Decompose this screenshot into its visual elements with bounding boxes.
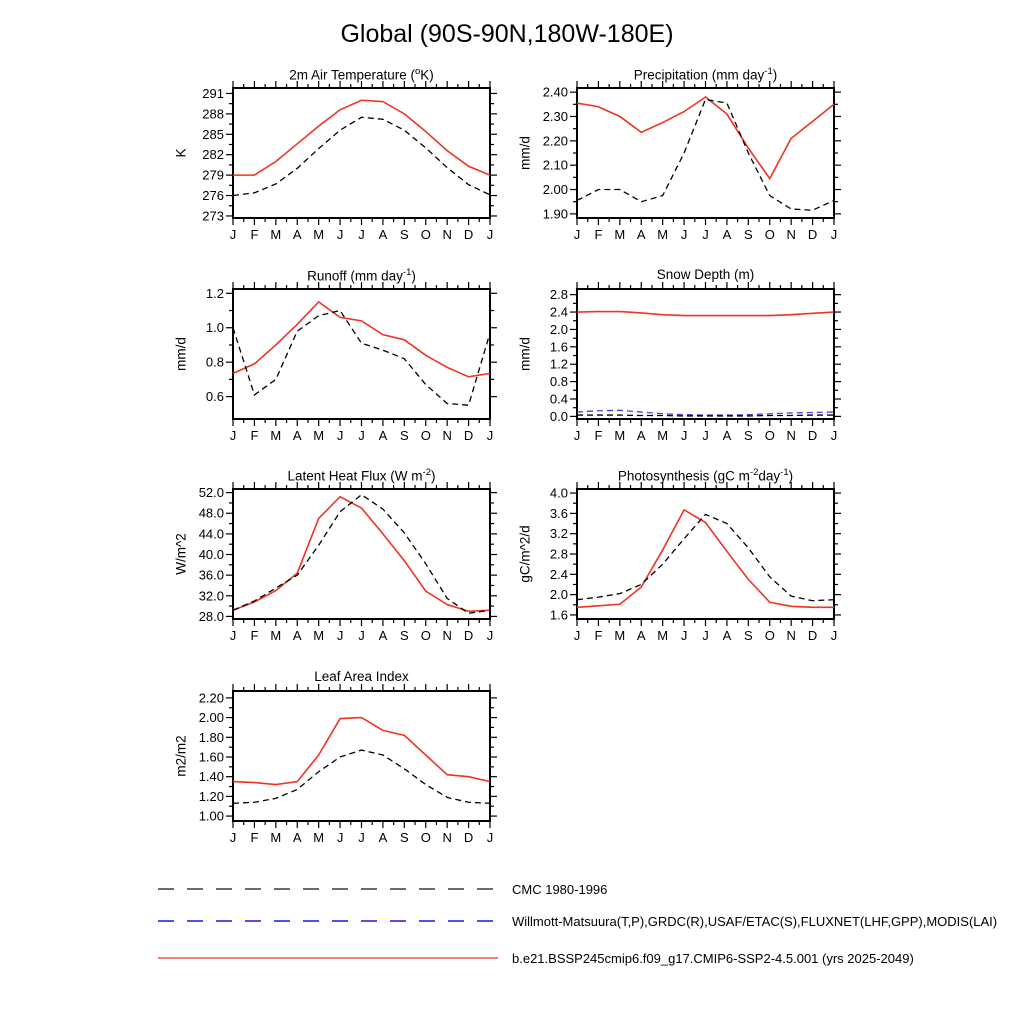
x-tick-label: O — [764, 428, 775, 443]
x-tick-label: M — [657, 227, 669, 242]
y-tick-label: 276 — [202, 188, 224, 204]
y-tick-label: 288 — [202, 106, 224, 122]
x-tick-label: A — [378, 227, 388, 242]
y-axis-label: m2/m2 — [173, 735, 189, 777]
x-tick-label: D — [463, 830, 474, 845]
x-tick-label: J — [229, 227, 237, 242]
y-tick-label: 282 — [202, 147, 224, 163]
y-tick-label: 4.0 — [549, 485, 568, 501]
y-tick-label: 0.0 — [549, 408, 568, 424]
panel-title-segment: K) — [420, 67, 434, 83]
x-tick-label: A — [292, 227, 302, 242]
panel-title-segment: ) — [788, 468, 794, 484]
x-tick-label: J — [680, 628, 688, 643]
series-obs-black — [233, 750, 490, 803]
x-tick-label: J — [680, 227, 688, 242]
series-model — [577, 97, 834, 179]
y-tick-label: 1.20 — [198, 788, 224, 804]
series-obs-black — [233, 311, 490, 406]
y-tick-label: 2.10 — [542, 157, 568, 173]
y-tick-label: 279 — [202, 167, 224, 183]
x-tick-label: F — [594, 428, 603, 443]
x-tick-label: J — [229, 830, 237, 845]
x-tick-label: F — [250, 227, 259, 242]
x-tick-label: A — [378, 830, 388, 845]
panel-snow-depth — [482, 264, 862, 459]
legend-line-swatch — [158, 884, 498, 894]
x-tick-label: M — [270, 628, 282, 643]
y-tick-label: 2.8 — [549, 287, 568, 303]
x-tick-label: J — [830, 227, 838, 242]
x-tick-label: M — [614, 628, 626, 643]
y-tick-label: 2.4 — [549, 566, 568, 582]
x-tick-label: D — [807, 628, 818, 643]
x-tick-label: A — [722, 227, 732, 242]
x-tick-label: O — [764, 227, 775, 242]
chart-canvas — [482, 264, 862, 459]
panel-title-segment: ) — [431, 468, 436, 484]
y-axis-label: mm/d — [517, 337, 533, 371]
x-tick-label: J — [358, 428, 365, 443]
series-model — [233, 718, 490, 785]
x-tick-label: J — [573, 227, 581, 242]
x-tick-label: J — [336, 628, 344, 643]
series-model — [577, 510, 834, 608]
x-tick-label: J — [702, 428, 709, 443]
y-tick-label: 0.6 — [205, 389, 224, 405]
legend-line-swatch — [158, 953, 498, 963]
x-tick-label: F — [250, 428, 259, 443]
x-tick-label: J — [702, 628, 709, 643]
x-tick-label: D — [807, 227, 818, 242]
panel-title-segment: -2 — [749, 467, 759, 478]
y-axis-label: K — [173, 148, 189, 158]
y-tick-label: 40.0 — [198, 547, 224, 563]
x-tick-label: N — [442, 227, 452, 242]
x-tick-label: J — [358, 830, 365, 845]
legend-item — [158, 913, 998, 929]
x-tick-label: N — [786, 227, 796, 242]
x-tick-label: J — [573, 628, 581, 643]
panel-title-segment: -1 — [764, 66, 773, 77]
y-tick-label: 3.6 — [549, 505, 568, 521]
x-tick-label: S — [399, 830, 409, 845]
y-tick-label: 2.20 — [542, 133, 568, 149]
panel-precipitation — [482, 63, 862, 258]
panel-title-segment: 2m Air Temperature ( — [289, 67, 415, 83]
x-tick-label: N — [442, 830, 452, 845]
panel-latent-heat-flux — [138, 464, 518, 659]
x-tick-label: A — [292, 428, 302, 443]
y-tick-label: 0.8 — [205, 354, 224, 370]
x-tick-label: J — [486, 628, 494, 643]
x-tick-label: J — [702, 227, 709, 242]
y-tick-label: 1.6 — [549, 339, 568, 355]
x-tick-label: J — [358, 628, 365, 643]
panel-title-segment: Snow Depth (m) — [656, 267, 755, 282]
y-tick-label: 2.30 — [542, 108, 568, 124]
y-tick-label: 1.40 — [198, 769, 224, 785]
x-tick-label: M — [270, 428, 282, 443]
x-tick-label: J — [336, 428, 344, 443]
y-tick-label: 273 — [202, 208, 224, 224]
x-tick-label: N — [786, 428, 796, 443]
x-tick-label: S — [399, 428, 409, 443]
y-axis-label: W/m^2 — [173, 533, 189, 575]
y-tick-label: 2.00 — [198, 710, 224, 726]
panel-title-segment: Latent Heat Flux (W m — [287, 468, 423, 484]
x-tick-label: J — [680, 428, 688, 443]
x-tick-label: S — [743, 628, 753, 643]
panel-title-segment: ) — [772, 67, 778, 83]
x-tick-label: M — [313, 428, 325, 443]
x-tick-label: M — [657, 428, 669, 443]
y-axis-label: gC/m^2/d — [517, 525, 533, 583]
panel-title-segment: day — [758, 468, 781, 484]
legend-label: Willmott-Matsuura(T,P),GRDC(R),USAF/ETAC(S),FLUXNET(LHF,GPP),MODIS(LAI) — [512, 913, 998, 929]
y-tick-label: 1.0 — [205, 320, 224, 336]
chart-canvas — [138, 63, 518, 258]
x-tick-label: D — [463, 628, 474, 643]
series-model — [577, 312, 834, 316]
panel-title-segment: Runoff (mm day — [307, 268, 403, 284]
x-tick-label: J — [830, 428, 838, 443]
x-tick-label: F — [250, 830, 259, 845]
series-obs-black — [577, 514, 834, 600]
series-obs-black — [577, 415, 834, 416]
panel-title-segment: Precipitation (mm day — [633, 67, 765, 83]
y-tick-label: 32.0 — [198, 588, 224, 604]
chart-canvas — [482, 464, 862, 659]
x-tick-label: M — [270, 830, 282, 845]
y-axis-label: mm/d — [517, 136, 533, 170]
x-tick-label: S — [399, 227, 409, 242]
y-tick-label: 1.2 — [205, 285, 224, 301]
x-tick-label: A — [722, 628, 732, 643]
x-tick-label: S — [743, 227, 753, 242]
y-tick-label: 3.2 — [549, 526, 568, 542]
panel-temperature — [138, 63, 518, 258]
series-model — [233, 497, 490, 612]
series-obs-blue — [577, 410, 834, 415]
series-obs-black — [233, 117, 490, 195]
y-tick-label: 2.20 — [198, 690, 224, 706]
y-tick-label: 2.8 — [549, 546, 568, 562]
x-tick-label: A — [292, 628, 302, 643]
legend-item — [158, 950, 914, 966]
x-tick-label: J — [830, 628, 838, 643]
series-obs-black — [577, 99, 834, 210]
x-tick-label: N — [442, 628, 452, 643]
chart-canvas — [482, 63, 862, 258]
x-tick-label: O — [420, 227, 431, 242]
x-tick-label: M — [614, 227, 626, 242]
x-tick-label: F — [594, 628, 603, 643]
y-tick-label: 1.6 — [549, 607, 568, 623]
panel-title-segment: ) — [411, 268, 416, 284]
x-tick-label: M — [657, 628, 669, 643]
y-tick-label: 52.0 — [198, 485, 224, 501]
legend-label: CMC 1980-1996 — [512, 881, 608, 897]
legend-label: b.e21.BSSP245cmip6.f09_g17.CMIP6-SSP2-4.5.001 (yrs 2025-2049) — [512, 950, 914, 966]
x-tick-label: J — [486, 227, 494, 242]
y-tick-label: 1.2 — [549, 356, 568, 372]
x-tick-label: J — [573, 428, 581, 443]
y-tick-label: 2.0 — [549, 321, 568, 337]
x-tick-label: J — [336, 830, 344, 845]
x-tick-label: F — [594, 227, 603, 242]
x-tick-label: O — [764, 628, 775, 643]
series-obs-black — [233, 495, 490, 614]
x-tick-label: A — [378, 628, 388, 643]
panel-photosynthesis — [482, 464, 862, 659]
panel-runoff — [138, 264, 518, 459]
x-tick-label: A — [636, 628, 646, 643]
x-tick-label: J — [486, 428, 494, 443]
x-tick-label: J — [336, 227, 344, 242]
y-axis-label: mm/d — [173, 337, 189, 371]
chart-canvas — [138, 666, 518, 861]
x-tick-label: J — [486, 830, 494, 845]
series-model — [233, 100, 490, 175]
y-tick-label: 36.0 — [198, 567, 224, 583]
page-title: Global (90S-90N,180W-180E) — [340, 20, 674, 48]
panel-title-segment: Leaf Area Index — [314, 669, 409, 684]
y-tick-label: 44.0 — [198, 526, 224, 542]
y-tick-label: 0.4 — [549, 391, 568, 407]
y-tick-label: 291 — [202, 85, 224, 101]
panel-leaf-area-index — [138, 666, 518, 861]
panel-title-segment: o — [415, 66, 421, 77]
panel-title-segment: -2 — [422, 467, 431, 478]
x-tick-label: N — [786, 628, 796, 643]
x-tick-label: J — [229, 428, 237, 443]
y-tick-label: 2.4 — [549, 304, 568, 320]
x-tick-label: J — [358, 227, 365, 242]
x-tick-label: A — [722, 428, 732, 443]
x-tick-label: J — [229, 628, 237, 643]
y-tick-label: 0.8 — [549, 374, 568, 390]
y-tick-label: 48.0 — [198, 505, 224, 521]
legend-line-swatch — [158, 916, 498, 926]
x-tick-label: O — [420, 830, 431, 845]
x-tick-label: A — [292, 830, 302, 845]
legend-item — [158, 881, 608, 897]
y-tick-label: 2.00 — [542, 182, 568, 198]
chart-canvas — [138, 264, 518, 459]
x-tick-label: D — [463, 428, 474, 443]
x-tick-label: A — [636, 428, 646, 443]
x-tick-label: A — [378, 428, 388, 443]
series-model — [233, 302, 490, 377]
x-tick-label: F — [250, 628, 259, 643]
x-tick-label: D — [807, 428, 818, 443]
x-tick-label: M — [313, 830, 325, 845]
panel-title-segment: Photosynthesis (gC m — [617, 468, 750, 484]
y-tick-label: 1.60 — [198, 749, 224, 765]
x-tick-label: M — [270, 227, 282, 242]
x-tick-label: M — [313, 628, 325, 643]
x-tick-label: O — [420, 628, 431, 643]
y-tick-label: 1.90 — [542, 206, 568, 222]
x-tick-label: S — [743, 428, 753, 443]
y-tick-label: 2.0 — [549, 587, 568, 603]
x-tick-label: A — [636, 227, 646, 242]
y-tick-label: 285 — [202, 126, 224, 142]
y-tick-label: 2.40 — [542, 84, 568, 100]
chart-canvas — [138, 464, 518, 659]
x-tick-label: N — [442, 428, 452, 443]
x-tick-label: D — [463, 227, 474, 242]
x-tick-label: M — [614, 428, 626, 443]
y-tick-label: 1.00 — [198, 808, 224, 824]
panel-title-segment: -1 — [402, 267, 412, 278]
y-tick-label: 28.0 — [198, 608, 224, 624]
panel-title-segment: -1 — [780, 467, 789, 478]
x-tick-label: S — [399, 628, 409, 643]
x-tick-label: O — [420, 428, 431, 443]
x-tick-label: M — [313, 227, 325, 242]
y-tick-label: 1.80 — [198, 729, 224, 745]
